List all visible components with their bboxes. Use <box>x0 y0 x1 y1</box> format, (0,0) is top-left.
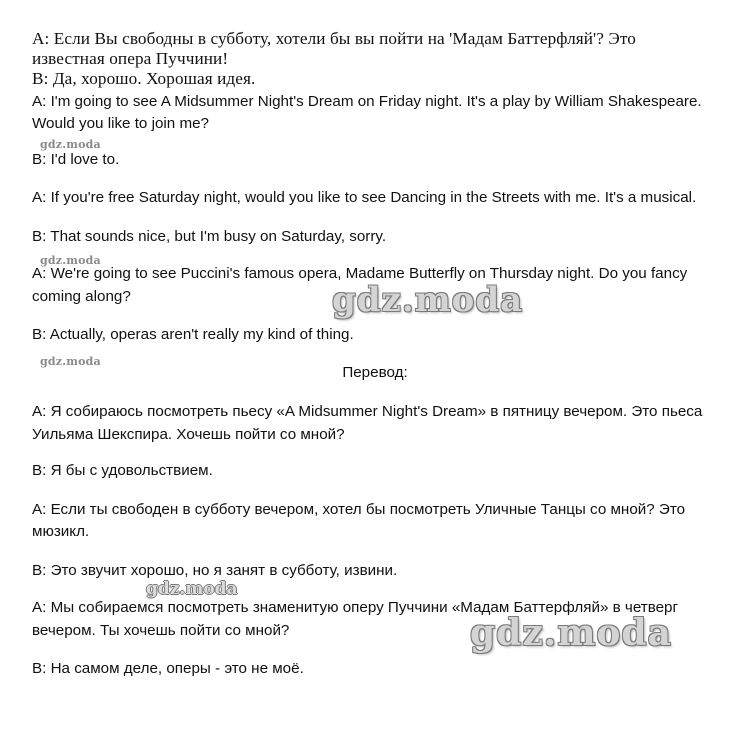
watermark-large-2: gdz.moda <box>470 612 672 654</box>
en-a3-line-2: coming along? <box>32 288 131 305</box>
ru-b1: B: Я бы с удовольствием. <box>32 462 213 479</box>
ru-a3-line-2: вечером. Ты хочешь пойти со мной? <box>32 622 290 639</box>
ru-dialogue-line-2: известная опера Пуччини! <box>32 49 229 68</box>
watermark-large-1: gdz.moda <box>332 280 524 320</box>
en-a3-line-1: A: We're going to see Puccini's famous opera, Madame Butterfly on Thursday night. Do you fancy <box>32 265 688 282</box>
translation-heading: Перевод: <box>342 364 408 381</box>
watermark-small-3: gdz.moda <box>40 355 101 368</box>
en-a2: A: If you're free Saturday night, would you like to see Dancing in the Streets with me. It's a musical. <box>32 189 697 206</box>
ru-dialogue-line-3: В: Да, хорошо. Хорошая идея. <box>32 69 256 88</box>
en-b1: B: I'd love to. <box>32 151 120 168</box>
ru-b3: B: На самом деле, оперы - это не моё. <box>32 660 304 677</box>
ru-a2-line-1: A: Если ты свободен в субботу вечером, хотел бы посмотреть Уличные Танцы со мной? Это <box>32 501 686 518</box>
en-b3: B: Actually, operas aren't really my kind of thing. <box>32 326 354 343</box>
ru-a3-line-1: A: Мы собираемся посмотреть знаменитую оперу Пуччини «Мадам Баттерфляй» в четверг <box>32 599 679 616</box>
watermark-small-1: gdz.moda <box>40 138 101 151</box>
watermark-small-2: gdz.moda <box>40 254 101 267</box>
ru-a1-line-1: A: Я собираюсь посмотреть пьесу «A Midsummer Night's Dream» в пятницу вечером. Это пьеса <box>32 403 703 420</box>
watermark-medium-1: gdz.moda <box>146 579 238 599</box>
en-a1-line-1: A: I'm going to see A Midsummer Night's Dream on Friday night. It's a play by William Shakespeare. <box>32 93 702 110</box>
ru-b2: B: Это звучит хорошо, но я занят в субботу, извини. <box>32 562 398 579</box>
en-b2: B: That sounds nice, but I'm busy on Saturday, sorry. <box>32 228 387 245</box>
ru-a2-line-2: мюзикл. <box>32 523 90 540</box>
ru-a1-line-2: Уильяма Шекспира. Хочешь пойти со мной? <box>32 426 345 443</box>
ru-dialogue-line-1: А: Если Вы свободны в субботу, хотели бы вы пойти на 'Мадам Баттерфляй'? Это <box>32 29 636 48</box>
en-a1-line-2: Would you like to join me? <box>32 115 209 132</box>
